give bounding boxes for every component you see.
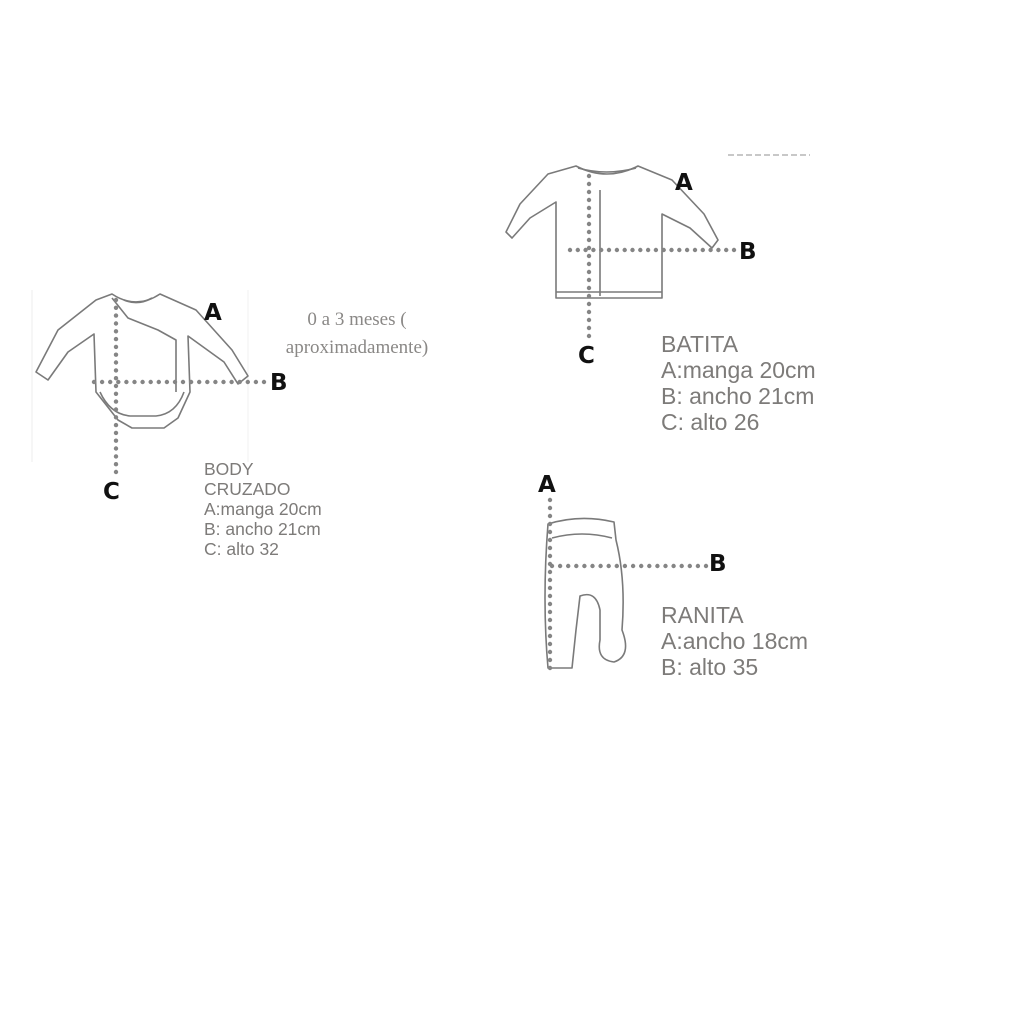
- age-note-line-1: 0 a 3 meses (: [307, 309, 407, 330]
- ranita-marker-a: A: [538, 472, 556, 498]
- measure-dot: [655, 564, 659, 568]
- measure-dot: [587, 222, 591, 226]
- measure-dot: [662, 248, 666, 252]
- measure-dot: [238, 380, 242, 384]
- batita-marker-b: B: [739, 239, 757, 265]
- ranita-height-dots: [548, 498, 552, 670]
- body-width-dots: [92, 380, 266, 384]
- measure-dot: [114, 407, 118, 411]
- measure-dot: [114, 337, 118, 341]
- measure-dot: [114, 423, 118, 427]
- ranita-drawing: [545, 518, 626, 668]
- measure-dot: [607, 248, 611, 252]
- measure-dot: [708, 248, 712, 252]
- measure-dot: [114, 392, 118, 396]
- measure-dot: [100, 380, 104, 384]
- measure-dot: [114, 353, 118, 357]
- measure-dot: [688, 564, 692, 568]
- measure-dot: [587, 262, 591, 266]
- measure-dot: [548, 594, 552, 598]
- measure-dot: [114, 360, 118, 364]
- measure-dot: [548, 522, 552, 526]
- measure-dot: [630, 248, 634, 252]
- measure-dot: [548, 626, 552, 630]
- measure-dot: [574, 564, 578, 568]
- measure-dot: [654, 248, 658, 252]
- measure-dot: [116, 380, 120, 384]
- age-note: [262, 306, 452, 362]
- measure-dot: [548, 554, 552, 558]
- measure-dot: [587, 334, 591, 338]
- measure-dot: [671, 564, 675, 568]
- measure-dot: [732, 248, 736, 252]
- batita-measure-b: B: ancho 21cm: [661, 383, 815, 409]
- measure-dot: [114, 470, 118, 474]
- measure-dot: [149, 380, 153, 384]
- measure-dot: [548, 506, 552, 510]
- batita-measure-a: A:manga 20cm: [661, 357, 816, 383]
- measure-dot: [615, 248, 619, 252]
- measure-dot: [92, 380, 96, 384]
- measure-dot: [229, 380, 233, 384]
- body-measure-b: B: ancho 21cm: [204, 519, 321, 539]
- measure-dot: [114, 384, 118, 388]
- measure-dot: [246, 380, 250, 384]
- measure-dot: [587, 230, 591, 234]
- measure-dot: [587, 318, 591, 322]
- measure-dot: [548, 530, 552, 534]
- measure-dot: [587, 174, 591, 178]
- measure-dot: [587, 182, 591, 186]
- measurement-lines: [92, 174, 736, 670]
- ranita-info: [661, 602, 808, 680]
- measure-dot: [548, 562, 552, 566]
- measure-dot: [590, 564, 594, 568]
- measure-dot: [114, 376, 118, 380]
- measure-dot: [646, 248, 650, 252]
- measure-dot: [108, 380, 112, 384]
- measure-dot: [548, 538, 552, 542]
- body-cruzado-info: [204, 459, 322, 559]
- measure-dot: [582, 564, 586, 568]
- measure-dot: [114, 329, 118, 333]
- measure-dot: [181, 380, 185, 384]
- body-title-line-2: CRUZADO: [204, 479, 291, 499]
- measure-dot: [254, 380, 258, 384]
- measure-dot: [587, 278, 591, 282]
- measure-dot: [114, 462, 118, 466]
- measure-dot: [124, 380, 128, 384]
- measure-dot: [576, 248, 580, 252]
- batita-info: [661, 331, 816, 435]
- measure-dot: [114, 399, 118, 403]
- ranita-marker-b: B: [709, 551, 727, 577]
- measure-dot: [114, 439, 118, 443]
- measure-dot: [548, 650, 552, 654]
- measure-dot: [685, 248, 689, 252]
- body-marker-a: A: [204, 300, 222, 326]
- measure-dot: [587, 214, 591, 218]
- measure-dot: [114, 446, 118, 450]
- measure-dot: [587, 286, 591, 290]
- measure-dot: [639, 564, 643, 568]
- body-height-dots: [114, 298, 118, 474]
- measure-dot: [114, 345, 118, 349]
- measure-dot: [548, 610, 552, 614]
- measure-dot: [548, 578, 552, 582]
- measure-dot: [548, 658, 552, 662]
- ranita-title: RANITA: [661, 602, 744, 628]
- measure-dot: [221, 380, 225, 384]
- measure-dot: [114, 454, 118, 458]
- measure-dot: [140, 380, 144, 384]
- measure-dot: [548, 666, 552, 670]
- measure-dot: [623, 248, 627, 252]
- measure-dot: [548, 602, 552, 606]
- measure-dot: [680, 564, 684, 568]
- measure-dot: [114, 415, 118, 419]
- batita-measure-c: C: alto 26: [661, 409, 760, 435]
- measure-dot: [568, 248, 572, 252]
- measure-dot: [157, 380, 161, 384]
- measure-dot: [663, 564, 667, 568]
- measure-dot: [587, 198, 591, 202]
- measure-dot: [638, 248, 642, 252]
- measure-dot: [548, 586, 552, 590]
- measure-dot: [623, 564, 627, 568]
- measure-dot: [566, 564, 570, 568]
- body-measure-a: A:manga 20cm: [204, 499, 322, 519]
- measure-dot: [213, 380, 217, 384]
- measure-dot: [114, 298, 118, 302]
- batita-width-dots: [568, 248, 736, 252]
- measure-dot: [587, 302, 591, 306]
- measure-dot: [724, 248, 728, 252]
- batita-height-dots: [587, 174, 591, 338]
- ranita-width-dots: [550, 564, 708, 568]
- ranita-measure-b: B: alto 35: [661, 654, 759, 680]
- measure-dot: [591, 248, 595, 252]
- measure-dot: [669, 248, 673, 252]
- measure-dot: [677, 248, 681, 252]
- measure-dot: [587, 270, 591, 274]
- body-marker-b: B: [270, 370, 288, 396]
- measure-dot: [548, 642, 552, 646]
- measure-dot: [165, 380, 169, 384]
- measure-dot: [587, 206, 591, 210]
- measure-dot: [262, 380, 266, 384]
- batita-marker-a: A: [675, 170, 693, 196]
- measure-dot: [693, 248, 697, 252]
- measure-dot: [587, 310, 591, 314]
- measure-dot: [647, 564, 651, 568]
- measure-dot: [615, 564, 619, 568]
- measure-dot: [587, 254, 591, 258]
- measure-dot: [114, 431, 118, 435]
- measure-dot: [631, 564, 635, 568]
- measure-dot: [701, 248, 705, 252]
- measure-dot: [558, 564, 562, 568]
- measure-dot: [598, 564, 602, 568]
- batita-marker-c: C: [578, 343, 595, 369]
- measure-dot: [548, 498, 552, 502]
- measure-dot: [548, 570, 552, 574]
- measure-dot: [587, 238, 591, 242]
- measure-dot: [132, 380, 136, 384]
- batita-title: BATITA: [661, 331, 739, 357]
- measure-dot: [607, 564, 611, 568]
- measure-dot: [114, 368, 118, 372]
- measure-dot: [173, 380, 177, 384]
- measure-dot: [704, 564, 708, 568]
- measure-dot: [548, 514, 552, 518]
- measure-dot: [114, 313, 118, 317]
- measure-dot: [587, 190, 591, 194]
- measure-dot: [548, 634, 552, 638]
- measure-dot: [696, 564, 700, 568]
- measure-dot: [587, 246, 591, 250]
- body-title-line-1: BODY: [204, 459, 254, 479]
- measure-dot: [114, 306, 118, 310]
- measure-dot: [587, 294, 591, 298]
- measure-dot: [548, 618, 552, 622]
- ranita-measure-a: A:ancho 18cm: [661, 628, 809, 654]
- measure-dot: [587, 326, 591, 330]
- measure-dot: [114, 321, 118, 325]
- age-note-line-2: aproximadamente): [285, 337, 429, 358]
- measure-dot: [189, 380, 193, 384]
- measure-dot: [716, 248, 720, 252]
- measure-dot: [205, 380, 209, 384]
- body-measure-c: C: alto 32: [204, 539, 279, 559]
- measure-dot: [197, 380, 201, 384]
- measure-dot: [599, 248, 603, 252]
- body-marker-c: C: [103, 479, 120, 505]
- measure-dot: [548, 546, 552, 550]
